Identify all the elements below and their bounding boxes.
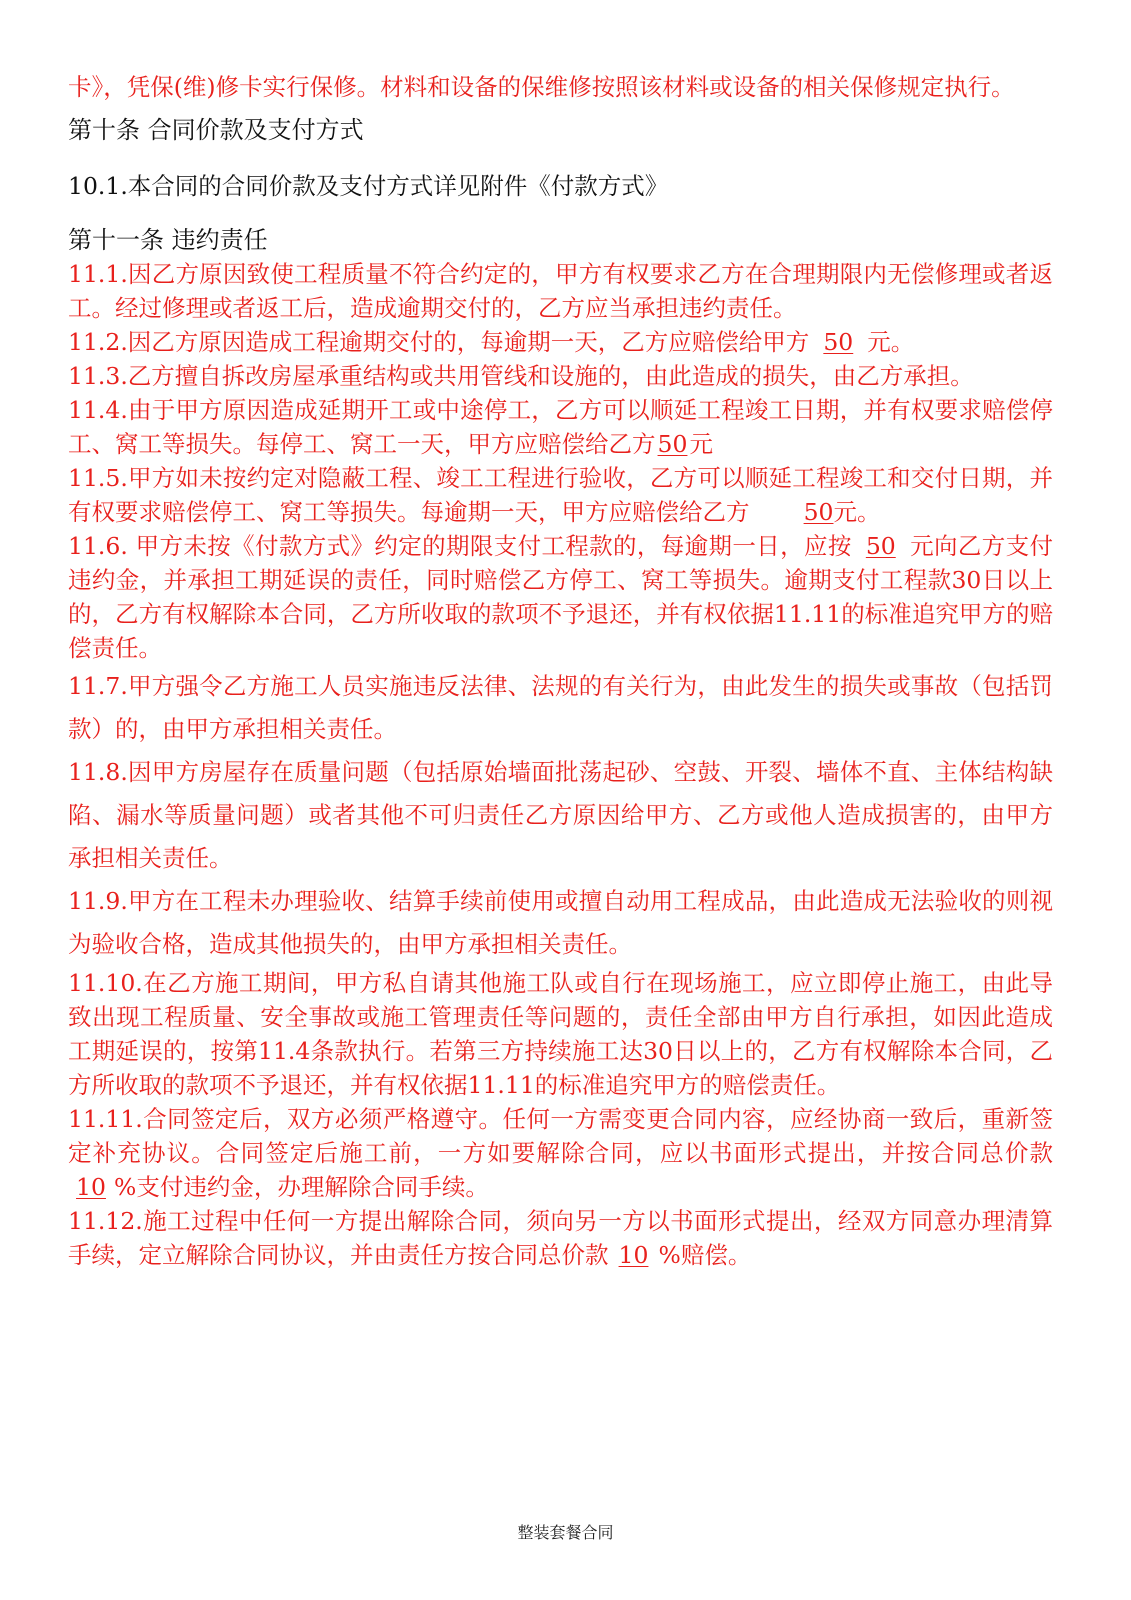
clause-11-5-text: 11.5.甲方如未按约定对隐蔽工程、竣工工程进行验收，乙方可以顺延工程竣工和交付日期，并有权要求赔偿停工、窝工等损失。每逾期一天，甲方应赔偿给乙方	[68, 464, 1053, 526]
clause-11-5-unit: 元。	[833, 498, 881, 526]
clause-11-4-text: 11.4.由于甲方原因造成延期开工或中途停工，乙方可以顺延工程竣工日期，并有权要求赔偿停工、窝工等损失。每停工、窝工一天，甲方应赔偿给乙方	[68, 396, 1053, 458]
contract-page	[68, 66, 1053, 1272]
clause-11-2	[68, 325, 1053, 359]
clause-11-4-unit: 元	[689, 430, 713, 458]
clause-11-4	[68, 393, 1053, 461]
clause-11-2-amount: 50	[823, 328, 854, 356]
section-11-heading: 第十一条 违约责任	[68, 226, 268, 254]
page-footer: 整装套餐合同	[517, 1523, 614, 1542]
clause-11-10: 11.10.在乙方施工期间，甲方私自请其他施工队或自行在现场施工，应立即停止施工，由此导致出现工程质量、安全事故或施工管理责任等问题的，责任全部由甲方自行承担，如因此造成工期延误的，按第11.4条款执行。若第三方持续施工达30日以上的，乙方有权解除本合同，乙方所收取的款项不予退还，并有权依据11.11的标准追究甲方的赔偿责任。	[68, 969, 1053, 1099]
clause-11-6-amount: 50	[865, 532, 896, 560]
clause-11-11	[68, 1102, 1053, 1204]
clause-11-7: 11.7.甲方强令乙方施工人员实施违反法律、法规的有关行为，由此发生的损失或事故（包括罚款）的，由甲方承担相关责任。	[68, 672, 1053, 743]
clause-11-4-amount: 50	[657, 430, 688, 458]
clause-11-3: 11.3.乙方擅自拆改房屋承重结构或共用管线和设施的，由此造成的损失，由乙方承担。	[68, 362, 974, 390]
clause-11-5	[68, 461, 1053, 529]
clause-11-12-percent: 10	[618, 1241, 649, 1269]
clause-10-1: 10.1.本合同的合同价款及支付方式详见附件《付款方式》	[68, 172, 669, 200]
clause-11-11-text: 11.11.合同签定后，双方必须严格遵守。任何一方需变更合同内容，应经协商一致后，重新签定补充协议。合同签定后施工前，一方如要解除合同，应以书面形式提出，并按合同总价款	[68, 1105, 1053, 1167]
clause-11-12	[68, 1204, 1053, 1272]
clause-11-2-text: 11.2.因乙方原因造成工程逾期交付的，每逾期一天，乙方应赔偿给甲方	[68, 328, 810, 356]
clause-11-12-text: 11.12.施工过程中任何一方提出解除合同，须向另一方以书面形式提出，经双方同意办理清算手续，定立解除合同协议，并由责任方按合同总价款	[68, 1207, 1053, 1269]
clause-11-1: 11.1.因乙方原因致使工程质量不符合约定的，甲方有权要求乙方在合理期限内无偿修理或者返工。经过修理或者返工后，造成逾期交付的，乙方应当承担违约责任。	[68, 260, 1053, 322]
clause-11-8: 11.8.因甲方房屋存在质量问题（包括原始墙面批荡起砂、空鼓、开裂、墙体不直、主体结构缺陷、漏水等质量问题）或者其他不可归责任乙方原因给甲方、乙方或他人造成损害的，由甲方承担相关责任。	[68, 758, 1053, 872]
clause-11-6	[68, 529, 1053, 665]
clause-11-11-percent: 10	[76, 1173, 106, 1201]
clause-11-2-unit: 元。	[867, 328, 915, 356]
clause-11-6-text: 11.6. 甲方未按《付款方式》约定的期限支付工程款的，每逾期一日，应按	[68, 532, 852, 560]
clause-11-9: 11.9.甲方在工程未办理验收、结算手续前使用或擅自动用工程成品，由此造成无法验收的则视为验收合格，造成其他损失的，由甲方承担相关责任。	[68, 887, 1053, 958]
clause-11-11-rest: %支付违约金，办理解除合同手续。	[114, 1173, 489, 1201]
intro-paragraph: 卡》，凭保(维)修卡实行保修。材料和设备的保维修按照该材料或设备的相关保修规定执行。	[68, 73, 1015, 101]
clause-11-12-rest: %赔偿。	[658, 1241, 752, 1269]
clause-11-6-rest: 元向乙方支付违约金，并承担工期延误的责任，同时赔偿乙方停工、窝工等损失。逾期支付工程款30日以上的，乙方有权解除本合同，乙方所收取的款项不予退还，并有权依据11.11的标准追究甲方的赔偿责任。	[68, 532, 1054, 662]
clause-11-5-amount: 50	[803, 498, 834, 526]
section-10-heading: 第十条 合同价款及支付方式	[68, 116, 364, 144]
